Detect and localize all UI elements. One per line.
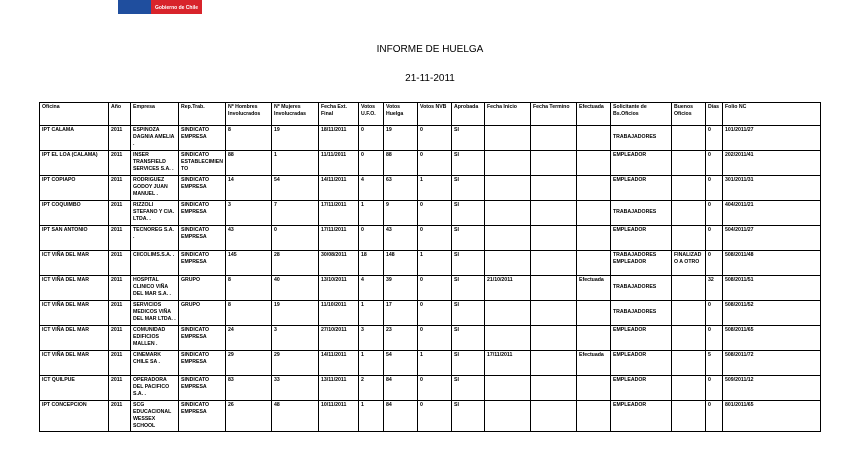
table-cell: 509/2011/12 (723, 376, 821, 401)
table-cell: 27/10/2011 (319, 326, 359, 351)
table-row (40, 301, 821, 326)
table-cell (485, 226, 531, 251)
table-cell: SERVICIOS MEDICOS VIÑA DEL MAR LTDA. . (131, 301, 179, 326)
table-cell: 145 (226, 251, 272, 276)
table-row (40, 276, 821, 301)
column-header: Votos NVB (418, 103, 452, 126)
table-cell: 19 (272, 126, 319, 151)
table-cell: SINDICATO EMPRESA (179, 401, 226, 432)
table-cell: IPT CALAMA (40, 126, 109, 151)
table-cell: 504/2011/27 (723, 226, 821, 251)
table-cell: IPT COQUIMBO (40, 201, 109, 226)
table-cell (577, 126, 611, 151)
table-cell: 14/11/2011 (319, 176, 359, 201)
table-cell (611, 401, 672, 432)
table-cell (577, 201, 611, 226)
column-header: Efectuada (577, 103, 611, 126)
table-cell: RODRIGUEZ GODOY JUAN MANUEL . (131, 176, 179, 201)
logo-text: Gobierno de Chile (154, 5, 199, 11)
table-cell (672, 226, 706, 251)
table-cell: SINDICATO EMPRESA (179, 351, 226, 376)
table-cell: 0 (359, 151, 384, 176)
table-cell: 30/08/2011 (319, 251, 359, 276)
table-cell: 1 (418, 251, 452, 276)
table-cell: 10/11/2011 (319, 401, 359, 432)
table-cell (611, 201, 672, 226)
report-title: INFORME DE HUELGA (376, 44, 484, 55)
table-row (40, 376, 821, 401)
table-cell: 18/11/2011 (319, 126, 359, 151)
table-cell: 39 (384, 276, 418, 301)
table-cell: SI (452, 401, 485, 432)
table-row (40, 151, 821, 176)
table-cell: 0 (706, 251, 723, 276)
table-cell: 19 (272, 301, 319, 326)
solicitante-value: TRABAJADORES (613, 284, 657, 290)
table-row (40, 201, 821, 226)
table-cell: 3 (226, 201, 272, 226)
column-header: Votos U.F.O. (359, 103, 384, 126)
table-cell: ICT VIÑA DEL MAR (40, 326, 109, 351)
table-cell: 0 (706, 301, 723, 326)
table-row (40, 351, 821, 376)
table-cell: SINDICATO EMPRESA (179, 251, 226, 276)
strike-report-table (39, 102, 821, 432)
table-cell: 32 (706, 276, 723, 301)
table-cell: 21/10/2011 (485, 276, 531, 301)
solicitante-value: TRABAJADORES (613, 134, 657, 140)
table-cell: SINDICATO EMPRESA (179, 201, 226, 226)
table-cell (531, 326, 577, 351)
table-cell (672, 401, 706, 432)
table-cell: 1 (418, 351, 452, 376)
table-cell: 0 (706, 401, 723, 432)
table-cell: 0 (418, 401, 452, 432)
column-header: Fecha Ext. Final (319, 103, 359, 126)
table-cell: 29 (226, 351, 272, 376)
table-cell: INSER TRANSFIELD SERVICES S.A. . (131, 151, 179, 176)
table-cell: SI (452, 276, 485, 301)
table-cell: 1 (359, 401, 384, 432)
table-cell: 28 (272, 251, 319, 276)
solicitante-value: EMPLEADOR (613, 327, 647, 333)
table-cell (577, 326, 611, 351)
table-cell: 2011 (109, 251, 131, 276)
table-cell: 83 (226, 376, 272, 401)
table-cell: 84 (384, 401, 418, 432)
table-cell: CINEMARK CHILE SA . (131, 351, 179, 376)
table-body (40, 126, 821, 432)
table-cell: 801/2011/65 (723, 401, 821, 432)
table-cell: COMUNIDAD EDIFICIOS MALLEN . (131, 326, 179, 351)
table-cell: SI (452, 201, 485, 226)
table-cell (531, 301, 577, 326)
table-cell: 101/2011/27 (723, 126, 821, 151)
table-cell (531, 226, 577, 251)
table-cell: 301/2011/31 (723, 176, 821, 201)
column-header: Fecha Inicio (485, 103, 531, 126)
table-cell: 40 (272, 276, 319, 301)
table-cell: 11/11/2011 (319, 151, 359, 176)
table-cell (672, 126, 706, 151)
table-cell (485, 301, 531, 326)
solicitante-value: EMPLEADOR (613, 152, 647, 158)
table-row (40, 401, 821, 432)
column-header: Año (109, 103, 131, 126)
solicitante-value: TRABAJADORES (613, 209, 657, 215)
table-cell: 4 (359, 176, 384, 201)
column-header: Oficina (40, 103, 109, 126)
table-cell: Efectuada (577, 276, 611, 301)
table-cell (611, 126, 672, 151)
table-cell: SI (452, 301, 485, 326)
table-cell: 1 (359, 351, 384, 376)
table-cell: 0 (706, 126, 723, 151)
table-cell: 0 (706, 151, 723, 176)
table-cell: 0 (706, 176, 723, 201)
table-cell: TECNOREG S.A. . (131, 226, 179, 251)
column-header: Rep.Trab. (179, 103, 226, 126)
column-header: Buenos Oficios (672, 103, 706, 126)
table-cell (531, 401, 577, 432)
table-cell: 508/2011/51 (723, 276, 821, 301)
table-cell: ESPINOZA DAGNIA AMELIA . (131, 126, 179, 151)
table-cell: ICT VIÑA DEL MAR (40, 251, 109, 276)
logo-blue-block (118, 0, 151, 14)
table-cell: HOSPITAL CLINICO VIÑA DEL MAR S.A. . (131, 276, 179, 301)
table-cell (577, 151, 611, 176)
column-header: Días (706, 103, 723, 126)
table-cell (611, 376, 672, 401)
table-cell: 19 (384, 126, 418, 151)
table-row (40, 176, 821, 201)
table-cell: 508/2011/48 (723, 251, 821, 276)
table-cell: 8 (226, 126, 272, 151)
table-cell (531, 276, 577, 301)
table-cell: 0 (706, 201, 723, 226)
table-cell: 0 (418, 376, 452, 401)
table-cell: 4 (359, 276, 384, 301)
table-cell: SINDICATO EMPRESA (179, 376, 226, 401)
column-header: Votos Huelga (384, 103, 418, 126)
table-cell: 11/10/2011 (319, 301, 359, 326)
table-cell: 88 (226, 151, 272, 176)
table-cell: 14 (226, 176, 272, 201)
table-cell: 2011 (109, 301, 131, 326)
table-cell (577, 401, 611, 432)
table-cell: 202/2011/41 (723, 151, 821, 176)
table-cell: SINDICATO ESTABLECIMIENTO (179, 151, 226, 176)
table-cell (577, 251, 611, 276)
table-cell (611, 176, 672, 201)
table-cell: 29 (272, 351, 319, 376)
table-cell (531, 376, 577, 401)
table-cell (531, 126, 577, 151)
table-cell: RIZZOLI STEFANO Y CIA. LTDA. . (131, 201, 179, 226)
column-header: Fecha Termino (531, 103, 577, 126)
table-cell: OPERADORA DEL PACIFICO S.A. . (131, 376, 179, 401)
solicitante-value: EMPLEADOR (613, 402, 647, 408)
table-cell: 3 (359, 326, 384, 351)
solicitante-value: EMPLEADOR (613, 377, 647, 383)
solicitante-value: EMPLEADOR (613, 177, 647, 183)
table-cell: 54 (384, 351, 418, 376)
table-cell: SI (452, 351, 485, 376)
table-cell: 0 (418, 126, 452, 151)
table-cell: SI (452, 151, 485, 176)
table-cell: SI (452, 251, 485, 276)
table-cell: 1 (359, 301, 384, 326)
table-cell: 148 (384, 251, 418, 276)
table-cell (672, 276, 706, 301)
table-cell: 43 (384, 226, 418, 251)
table-cell (531, 151, 577, 176)
table-cell (485, 326, 531, 351)
table-cell: 0 (418, 201, 452, 226)
table-cell: 17/11/2011 (319, 226, 359, 251)
table-cell: 2011 (109, 201, 131, 226)
table-cell: 0 (418, 326, 452, 351)
column-header: Aprobada (452, 103, 485, 126)
table-cell: 84 (384, 376, 418, 401)
table-cell: 5 (706, 351, 723, 376)
table-cell: 2011 (109, 276, 131, 301)
table-cell: 0 (706, 376, 723, 401)
table-cell: 1 (359, 201, 384, 226)
column-header: Nº Mujeres Involucradas (272, 103, 319, 126)
table-cell: 0 (359, 226, 384, 251)
table-cell (485, 201, 531, 226)
table-cell: 2 (359, 376, 384, 401)
table-cell: GRUPO (179, 276, 226, 301)
table-cell: 508/2011/72 (723, 351, 821, 376)
table-cell: 33 (272, 376, 319, 401)
table-cell: ICT VIÑA DEL MAR (40, 276, 109, 301)
table-cell: IPT CONCEPCION (40, 401, 109, 432)
column-header: Folio NC (723, 103, 821, 126)
table-cell (611, 326, 672, 351)
column-header: Solicitante de Bs.Oficios (611, 103, 672, 126)
table-cell: 2011 (109, 351, 131, 376)
table-cell: 404/2011/21 (723, 201, 821, 226)
table-cell: 43 (226, 226, 272, 251)
table-cell: IPT COPIAPO (40, 176, 109, 201)
table-cell (485, 176, 531, 201)
table-cell: CIICOLIMS.S.A. . (131, 251, 179, 276)
table-cell: SINDICATO EMPRESA (179, 126, 226, 151)
table-cell: 2011 (109, 226, 131, 251)
table-cell: ICT VIÑA DEL MAR (40, 351, 109, 376)
table-cell: SI (452, 376, 485, 401)
table-cell (531, 201, 577, 226)
table-cell: SCG EDUCACIONAL WESSEX SCHOOL (131, 401, 179, 432)
table-cell: 2011 (109, 401, 131, 432)
table-row (40, 126, 821, 151)
table-cell: 2011 (109, 326, 131, 351)
table-cell: 2011 (109, 376, 131, 401)
table-cell (611, 301, 672, 326)
table-cell: 0 (418, 151, 452, 176)
table-cell (672, 176, 706, 201)
table-cell: 13/11/2011 (319, 376, 359, 401)
solicitante-value: EMPLEADOR (613, 352, 647, 358)
table-cell (672, 326, 706, 351)
table-cell: 23 (384, 326, 418, 351)
table-cell: 88 (384, 151, 418, 176)
solicitante-value: EMPLEADOR (613, 227, 647, 233)
table-cell: 8 (226, 276, 272, 301)
table-cell: 1 (418, 176, 452, 201)
table-cell: 2011 (109, 126, 131, 151)
table-cell: IPT EL LOA (CALAMA) (40, 151, 109, 176)
table-cell: 48 (272, 401, 319, 432)
table-cell (531, 251, 577, 276)
table-cell (577, 376, 611, 401)
table-cell (672, 201, 706, 226)
table-cell (577, 301, 611, 326)
table-cell: GRUPO (179, 301, 226, 326)
table-cell (485, 376, 531, 401)
solicitante-value: TRABAJADORES (613, 309, 657, 315)
table-cell: SI (452, 326, 485, 351)
table-header-row (40, 103, 821, 126)
table-cell: 2011 (109, 176, 131, 201)
table-cell: 0 (706, 226, 723, 251)
table-cell: 508/2011/65 (723, 326, 821, 351)
table-cell (577, 176, 611, 201)
table-cell: 7 (272, 201, 319, 226)
table-cell (485, 401, 531, 432)
table-cell: 1 (272, 151, 319, 176)
table-cell: 0 (359, 126, 384, 151)
table-cell: 2011 (109, 151, 131, 176)
table-cell (611, 226, 672, 251)
table-cell (672, 351, 706, 376)
table-cell (531, 176, 577, 201)
table-cell: 508/2011/52 (723, 301, 821, 326)
table-cell (611, 351, 672, 376)
table-cell: 26 (226, 401, 272, 432)
column-header: Nº Hombres Involucrados (226, 103, 272, 126)
report-date: 21-11-2011 (405, 73, 455, 84)
table-cell: SINDICATO EMPRESA (179, 226, 226, 251)
table-cell: IPT SAN ANTONIO (40, 226, 109, 251)
table-cell (485, 126, 531, 151)
table-cell: SINDICATO EMPRESA (179, 326, 226, 351)
table-cell (485, 251, 531, 276)
table-cell (672, 151, 706, 176)
table-cell: Efectuada (577, 351, 611, 376)
table-cell: 3 (272, 326, 319, 351)
table-cell: TRABAJADORES EMPLEADOR (611, 251, 672, 276)
table-row (40, 326, 821, 351)
table-cell: 0 (418, 276, 452, 301)
table-cell: ICT VIÑA DEL MAR (40, 301, 109, 326)
table-cell: 8 (226, 301, 272, 326)
table-cell: 9 (384, 201, 418, 226)
government-logo (118, 0, 202, 14)
table-cell: SINDICATO EMPRESA (179, 176, 226, 201)
table-cell: 0 (272, 226, 319, 251)
table-cell: 54 (272, 176, 319, 201)
table-cell: ICT QUILPUE (40, 376, 109, 401)
table-cell: 13/10/2011 (319, 276, 359, 301)
table-cell (611, 276, 672, 301)
table-cell (485, 151, 531, 176)
table-cell: 0 (418, 226, 452, 251)
table-cell: 24 (226, 326, 272, 351)
table-cell: 17/11/2011 (485, 351, 531, 376)
table-cell: 0 (706, 326, 723, 351)
table-cell (611, 151, 672, 176)
table-cell (577, 226, 611, 251)
table-cell (672, 301, 706, 326)
table-cell: SI (452, 176, 485, 201)
table-row (40, 251, 821, 276)
table-cell: 14/11/2011 (319, 351, 359, 376)
table-cell (672, 376, 706, 401)
table-cell: 18 (359, 251, 384, 276)
table-cell: SI (452, 126, 485, 151)
table-cell: SI (452, 226, 485, 251)
table-cell (531, 351, 577, 376)
table-cell: 17 (384, 301, 418, 326)
column-header: Empresa (131, 103, 179, 126)
table-row (40, 226, 821, 251)
table-cell: 0 (418, 301, 452, 326)
table-cell: FINALIZADO A OTRO (672, 251, 706, 276)
table-cell: 63 (384, 176, 418, 201)
table-cell: 17/11/2011 (319, 201, 359, 226)
